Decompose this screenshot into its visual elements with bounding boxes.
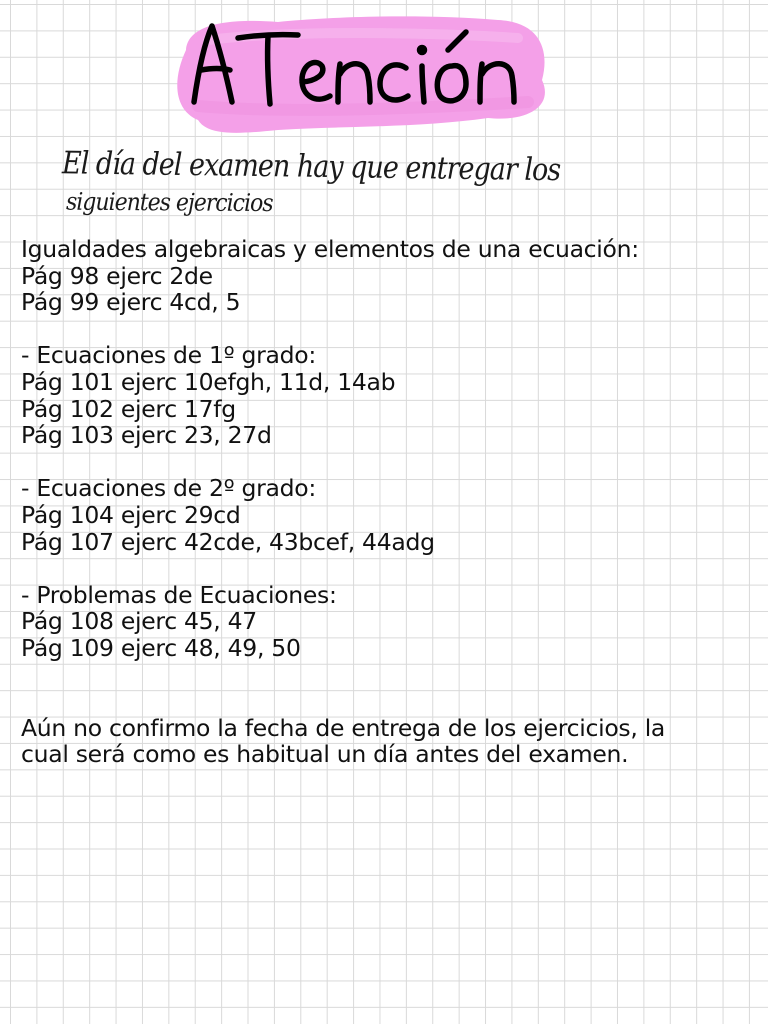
list-item: Pág 98 ejerc 2de: [21, 261, 213, 290]
list-item: Pág 109 ejerc 48, 49, 50: [21, 633, 301, 662]
section-heading: - Ecuaciones de 2º grado:: [21, 474, 316, 503]
list-item: Pág 108 ejerc 45, 47: [21, 607, 257, 636]
list-item: Pág 102 ejerc 17fg: [21, 394, 236, 423]
section-heading: Igualdades algebraicas y elementos de una ecuación:: [21, 235, 639, 263]
section-heading: - Problemas de Ecuaciones:: [21, 580, 337, 609]
list-item: Pág 101 ejerc 10efgh, 11d, 14ab: [21, 367, 396, 396]
footer-note-line-1: Aún no confirmo la fecha de entrega de los ejercicios, la: [21, 713, 666, 742]
handwritten-instruction: [62, 142, 622, 228]
title-lettering: [184, 4, 544, 124]
handwritten-line-1: El día del examen hay que entregar los: [61, 145, 561, 189]
section-heading: - Ecuaciones de 1º grado:: [21, 341, 316, 370]
list-item: Pág 99 ejerc 4cd, 5: [21, 288, 241, 317]
list-item: Pág 104 ejerc 29cd: [21, 500, 241, 529]
footer-note-line-2: cual será como es habitual un día antes del examen.: [21, 740, 629, 769]
list-item: Pág 107 ejerc 42cde, 43bcef, 44adg: [21, 527, 435, 556]
handwritten-line-2: siguientes ejercicios: [65, 188, 273, 218]
exercise-list: [21, 236, 766, 768]
list-item: Pág 103 ejerc 23, 27d: [21, 421, 272, 450]
